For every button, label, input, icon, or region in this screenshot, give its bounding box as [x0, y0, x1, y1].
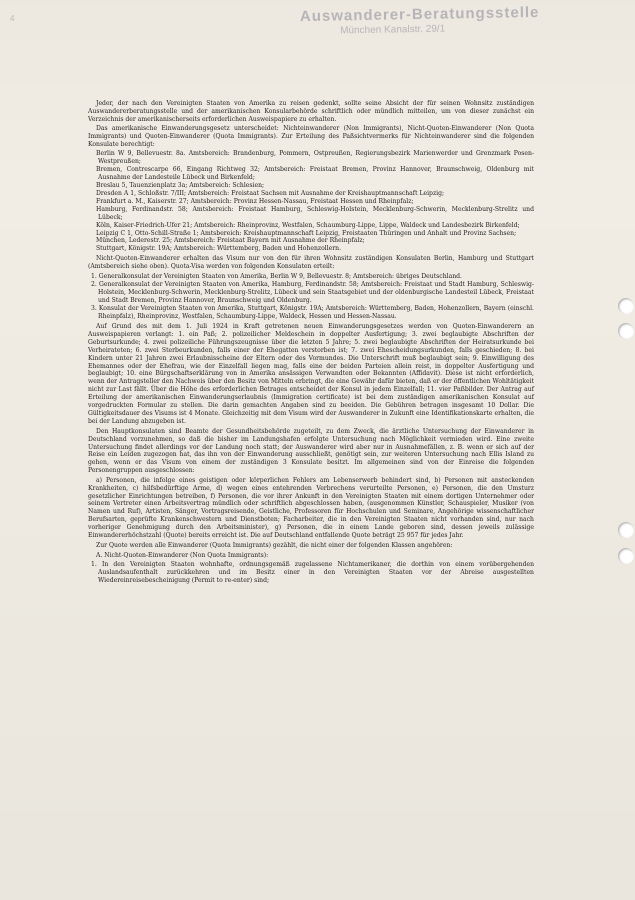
consulate-item: Köln, Kaiser-Friedrich-Ufer 21; Amtsbereich: Rheinprovinz, Westfalen, Schaumburg-Lippe, Lippe, Waldeck und Landesbezirk Birkenfeld;	[96, 221, 520, 229]
general-consulate-item: 2. Generalkonsulat der Vereinigten Staaten von Amerika, Hamburg, Ferdinandstr. 58; Amtsbereich: Freistaat und Stadt Hamburg, Schleswig-Holstein, Mecklenburg-Schwerin, Mecklenburg-Strelitz, Lübeck und sein Staatsgebiet und der oldenburgische Landesteil Lübeck, Freistaat und Stadt Bremen, Provinz Hannover, Braunschweig und Oldenburg.	[91, 280, 534, 304]
consulate-item: Hamburg, Ferdinandstr. 58; Amtsbereich: Freistaat Hamburg, Schleswig-Holstein, Mecklenburg-Schwerin, Mecklenburg-Strelitz und Lübeck;	[96, 205, 534, 221]
law-paragraph: Das amerikanische Einwanderungsgesetz unterscheidet: Nichteinwanderer (Non Immigrants), Nicht-Quoten-Einwanderer (Non Quota Immigrants) und Quoten-Einwanderer (Quota Immigrants). Zur Erteilung des Paßsichtvermerks für Nichteinwanderer sind die folgenden Konsulate berechtigt:	[88, 125, 534, 149]
consulate-item: Berlin W 9, Bellevuestr. 8a. Amtsbereich: Brandenburg, Pommern, Ostpreußen, Regierungsbezirk Marienwerder und Grenzmark Posen-Westpreußen;	[96, 150, 534, 166]
stamp-line-1: Auswanderer-Beratungsstelle	[299, 3, 540, 26]
punch-hole	[618, 298, 634, 314]
consulate-list	[88, 150, 534, 253]
consulate-item: Stuttgart, Königstr. 19A; Amtsbereich: Württemberg, Baden und Hohenzollern.	[96, 245, 342, 253]
institution-stamp	[300, 4, 540, 37]
nonquota-paragraph: Nicht-Quoten-Einwanderer erhalten das Visum nur von den für ihren Wohnsitz zuständigen Konsulaten Berlin, Hamburg und Stuttgart (Amtsbereich siehe oben). Quota-Visa werden von folgenden Konsulaten erteilt:	[88, 255, 534, 271]
punch-hole	[618, 548, 634, 564]
consulate-item: Bremen, Contrescarpe 66, Eingang Richtweg 32; Amtsbereich: Freistaat Bremen, Provinz Hannover, Braunschweig, Oldenburg mit Ausnahme der Landesteile Lübeck und Birkenfeld;	[96, 166, 534, 182]
excluded-paragraph: a) Personen, die infolge eines geistigen oder körperlichen Fehlers am Lebenserwerb behindert sind, b) Personen mit ansteckenden Krankheiten, c) hilfsbedürftige Arme, d) wegen eines entehrenden Verbrechens verurteilte Personen, e) Personen, die den Umsturz gesetzlicher Einrichtungen betreiben, f) Personen, die vor ihrer Ankunft in den Vereinigten Staaten mit einem dortigen Unternehmer oder seinem Vertreter einen Arbeitsvertrag mündlich oder schriftlich abgeschlossen haben, (ausgenommen Künstler, Schauspieler, Musiker (von Namen und Ruf), Artisten, Sänger, Vortragsreisende, Geistliche, Professoren für Hochschulen und Seminare, Angehörige wissenschaftlicher Berufsarten, geprüfte Krankenschwestern und Dienstboten; Facharbeiter, die in den Vereinigten Staaten nicht vorhanden sind, nur nach vorheriger Genehmigung durch den Arbeitsminister), g) Personen, die in einem Lande geboren sind, dessen jeweils zulässige Einwandererhöchstzahl (Quote) bereits erreicht ist. Die auf Deutschland entfallende Quote beträgt 25 957 für jedes Jahr.	[88, 476, 534, 540]
consulate-item: München, Lederestr. 25; Amtsbereich: Freistaat Bayern mit Ausnahme der Rheinpfalz;	[96, 237, 365, 245]
consulate-item: Frankfurt a. M., Kaiserstr. 27; Amtsbereich: Provinz Hessen-Nassau, Freistaat Hessen und Rheinpfalz;	[96, 197, 414, 205]
page-number: 4	[10, 14, 15, 23]
intro-paragraph: Jeder, der nach den Vereinigten Staaten von Amerika zu reisen gedenkt, sollte seine Absicht der für seinen Wohnsitz zuständigen Auswandererberatungsstelle und der amerikanischen Konsularbehörde schriftlich oder mündlich mitteilen, um von dieser zunächst ein Verzeichnis der amerikanischerseits erforderlichen Ausweispapiere zu erhalten.	[88, 100, 534, 123]
document-body	[88, 100, 534, 585]
general-consulate-item: 1. Generalkonsulat der Vereinigten Staaten von Amerika, Berlin W 9, Bellevuestr. 8; Amtsbereich: übriges Deutschland.	[91, 272, 462, 280]
quota-paragraph: Zur Quote werden alle Einwanderer (Quota Immigrants) gezählt, die nicht einer der folgenden Klassen angehören:	[96, 541, 453, 549]
punch-hole	[618, 323, 634, 339]
class-a-heading: A. Nicht-Quoten-Einwanderer (Non Quota Immigrants):	[96, 551, 269, 559]
health-paragraph: Den Hauptkonsulaten sind Beamte der Gesundheitsbehörde zugeteilt, zu dem Zweck, die ärztliche Untersuchung der Einwanderer in Deutschland vorzunehmen, so daß die bisher im Landungshafen erfolgte Untersuchung nach Möglichkeit vermieden wird. Eine zweite Untersuchung findet allerdings vor der Landung noch statt; der Auswanderer wird aber nur in Ausnahmefällen, z. B. wenn er sich auf der Reise ein Leiden zugezogen hat, das ihn von der Einwanderung ausschließt, genötigt sein, zur weiteren Untersuchung nach Ellis Island zu gehen, wenn er das Visum von einem der zuständigen 3 Konsulate besitzt. Im allgemeinen sind von der Einreise die folgenden Personengruppen ausgeschlossen:	[88, 427, 534, 475]
documents-paragraph: Auf Grund des mit dem 1. Juli 1924 in Kraft getretenen neuen Einwanderungsgesetzes werden von Quoten-Einwanderern an Ausweispapieren verlangt: 1. ein Paß; 2. polizeilicher Meldeschein in doppelter Ausfertigung; 3. zwei beglaubigte Abschriften der Geburtsurkunde; 4. zwei polizeiliche Führungszeugnisse über die letzten 5 Jahre; 5. zwei beglaubigte Abschriften der Heiratsurkunde bei Verheirateten; 6. zwei Sterbeurkunden, falls einer der Ehegatten verstorben ist; 7. zwei Ehescheidungsurkunden, falls geschieden; 8. bei Kindern unter 21 Jahren zwei Erlaubnisscheine der Eltern oder des Vormundes. Die Unterschrift muß beglaubigt sein; 9. Einwilligung des Ehemannes oder der Ehefrau, wie der Einzelfall liegen mag, falls eine der beiden Parteien allein reist, in doppelter Ausfertigung und beglaubigt; 10. eine Bürgschaftserklärung von in Amerika ansässigen Verwandten oder Bekannten (Affidavit). Diese ist nicht erforderlich, wenn der Antragsteller den Nachweis über den Besitz von Mitteln erbringt, die eine Gewähr dafür bieten, daß er der öffentlichen Wohltätigkeit nicht zur Last fällt. Über die Höhe des erforderlichen Betrages entscheidet der Konsul in jedem Einzelfall; 11. vier Paßbilder. Der Antrag auf Erteilung der amerikanischen Einwanderungserlaubnis (Immigration certificate) ist bei dem zuständigen amerikanischen Konsulat auf vorgedruckten Formular zu stellen. Die darin gemachten Angaben sind zu beeiden. Die Gebühren betragen insgesamt 10 Dollar. Die Gültigkeitsdauer des Visums ist 4 Monate. Gleichzeitig mit dem Visum wird der Auswanderer in Zukunft eine Identifikationskarte erhalten, die bei der Landung abzugeben ist.	[88, 322, 534, 425]
consulate-item: Leipzig C 1, Otto-Schill-Straße 1; Amtsbereich: Kreishauptmannschaft Leipzig, Freistaaten Thüringen und Anhalt und Provinz Sachsen;	[96, 229, 517, 237]
stamp-line-2: München Kanalstr. 29/1	[340, 23, 446, 37]
class-a-item-1: 1. In den Vereinigten Staaten wohnhafte, ordnungsgemäß zugelassene Nichtamerikaner, die dorthin von einem vorübergehenden Auslandsaufenthalt zurückkehren und im Besitz einer in den Vereinigten Staaten vor der Abreise ausgestellten Wiedereinreisebescheinigung (Permit to re-enter) sind;	[91, 560, 534, 584]
general-consulate-item: 3. Konsulat der Vereinigten Staaten von Amerika, Stuttgart, Königstr. 19A; Amtsbereich: Württemberg, Baden, Hohenzollern, Bayern (einschl. Rheinpfalz), Rheinprovinz, Westfalen, Schaumburg-Lippe, Waldeck, Hessen und Hessen-Nassau.	[91, 305, 534, 321]
consulate-item: Breslau 5, Tauenzienplatz 3a; Amtsbereich: Schlesien;	[96, 182, 265, 190]
general-consulate-list	[88, 273, 534, 321]
consulate-item: Dresden A 1, Schloßstr. 7/III; Amtsbereich: Freistaat Sachsen mit Ausnahme der Kreishauptmannschaft Leipzig;	[96, 189, 445, 197]
punch-hole	[618, 522, 634, 538]
